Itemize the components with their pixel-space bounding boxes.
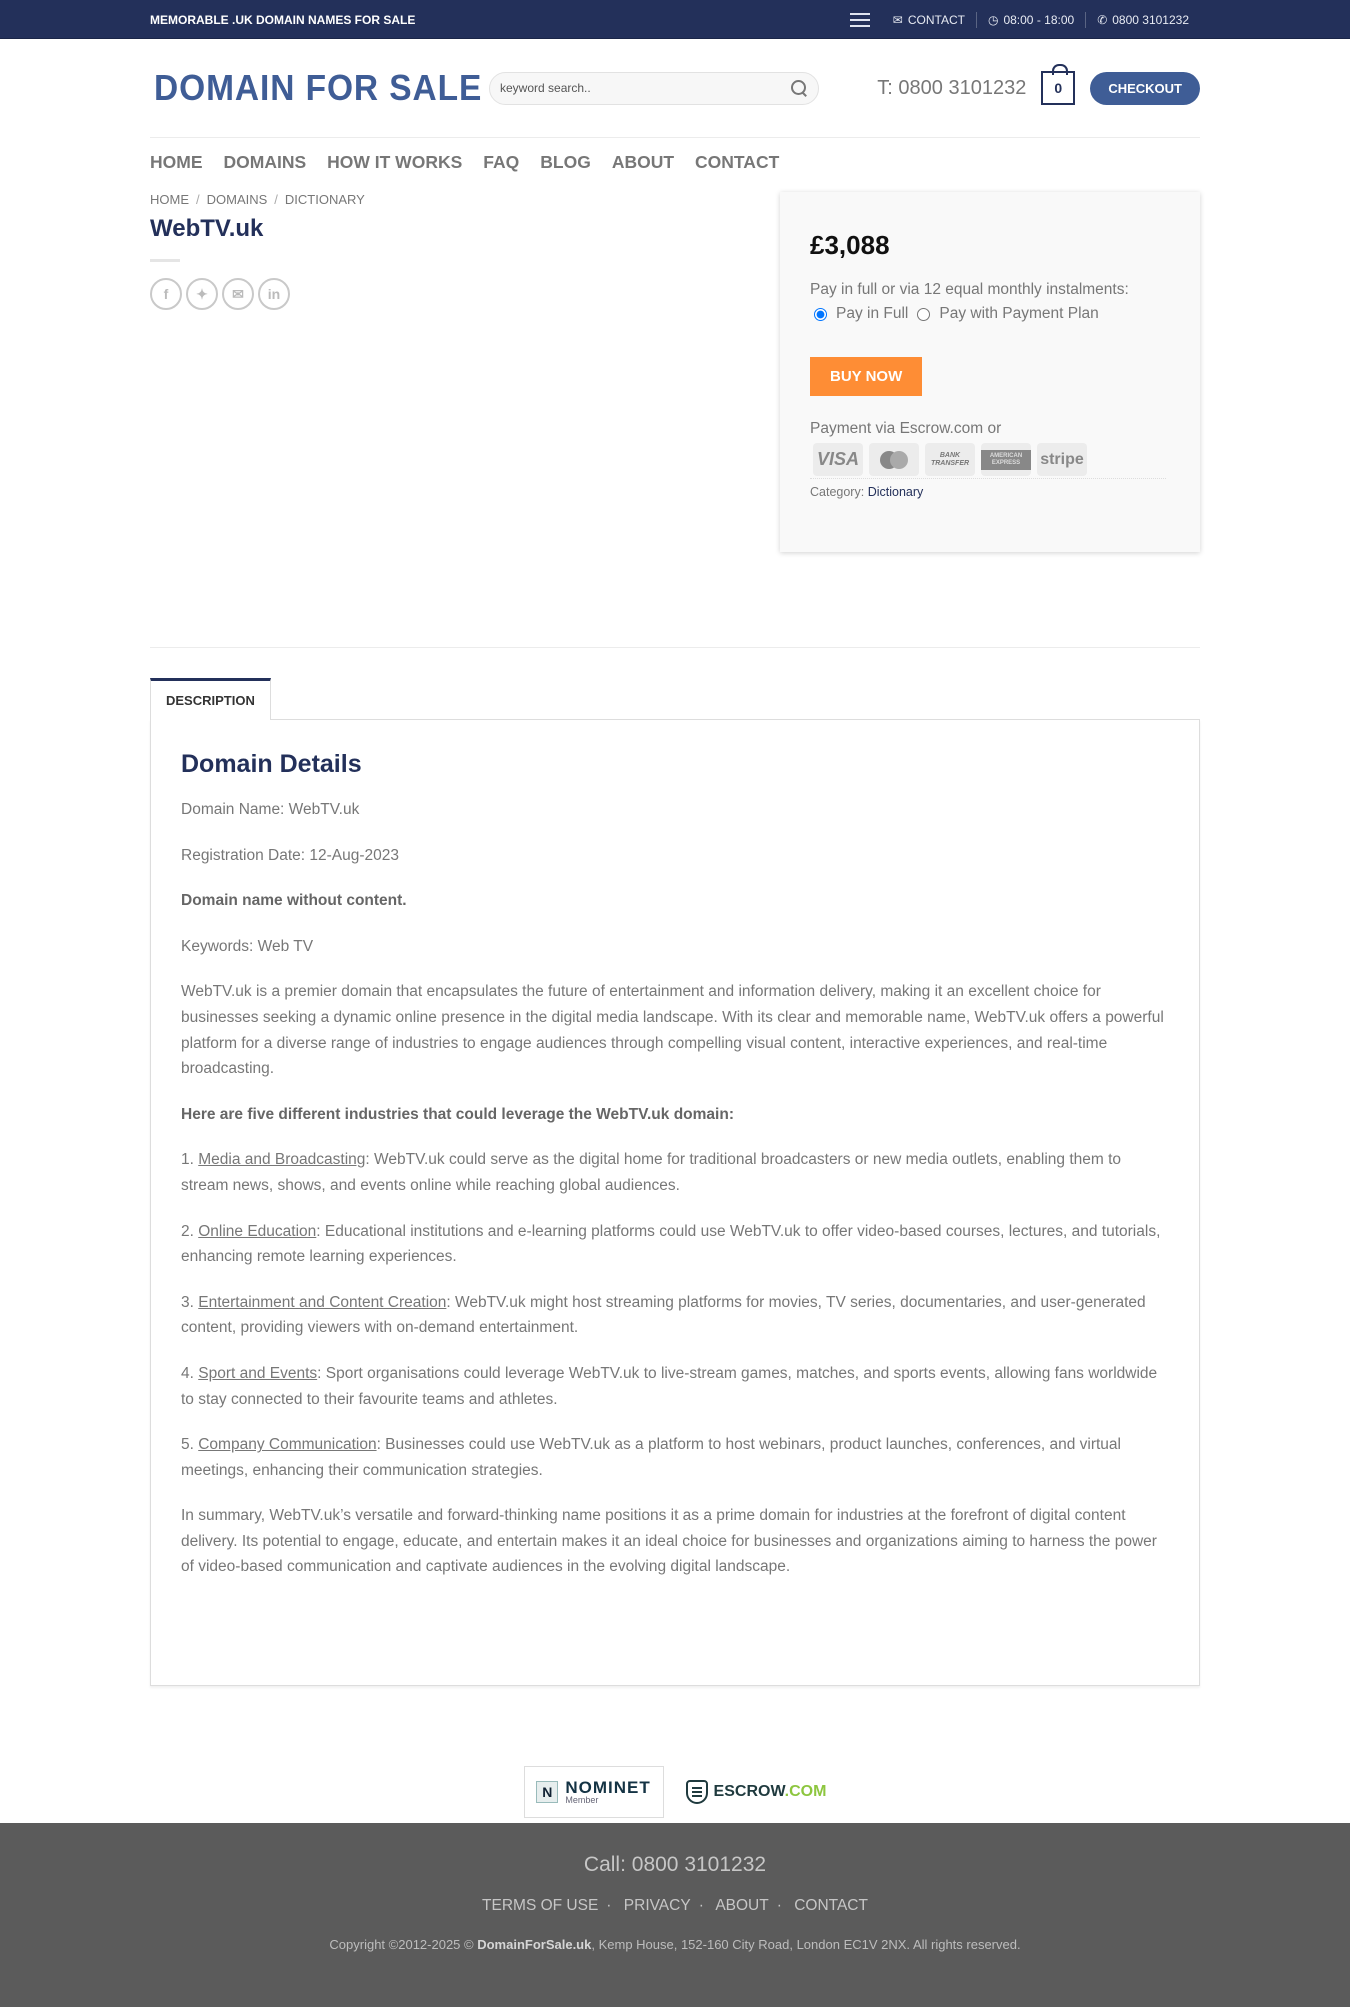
email-icon[interactable]: ✉ bbox=[222, 278, 254, 310]
partner-logos bbox=[150, 1766, 1200, 1818]
payment-plan-option[interactable] bbox=[913, 305, 1098, 323]
payment-options-text: Pay in full or via 12 equal monthly instalments: bbox=[810, 281, 1129, 298]
product-section bbox=[150, 192, 1200, 1818]
domain-name-line: Domain Name: WebTV.uk bbox=[181, 801, 360, 818]
industry-item: 4. Sport and Events: Sport organisations could leverage WebTV.uk to live-stream games, matches, and sports events, allowing fans worldwide to stay connected to their favourite teams and athletes. bbox=[181, 1364, 1158, 1408]
registration-date-line: Registration Date: 12-Aug-2023 bbox=[181, 846, 399, 864]
copyright: Copyright ©2012-2025 © DomainForSale.uk, Kemp House, 152-160 City Road, London EC1V 2NX. All rights reserved. bbox=[329, 1937, 1021, 1952]
footer-privacy-link[interactable]: PRIVACY bbox=[623, 1897, 691, 1914]
pay-in-full-radio[interactable] bbox=[814, 308, 827, 321]
visa-icon: VISA bbox=[813, 443, 863, 476]
product-title: WebTV.uk bbox=[150, 215, 264, 242]
industry-item: 1. Media and Broadcasting: WebTV.uk could serve as the digital home for traditional broadcasters or new media outlets, enabling them to stream news, shows, and events online while reaching global audiences. bbox=[181, 1151, 1122, 1194]
nominet-name: NOMINET bbox=[565, 1777, 651, 1797]
top-contact-label: CONTACT bbox=[907, 12, 965, 27]
hours-text: 08:00 - 18:00 bbox=[1003, 12, 1075, 27]
payment-methods bbox=[810, 443, 1166, 479]
search-input[interactable] bbox=[500, 81, 790, 95]
nav-faq[interactable]: FAQ bbox=[483, 152, 520, 172]
tab-description[interactable]: DESCRIPTION bbox=[150, 678, 271, 720]
category-label: Category: bbox=[810, 485, 865, 499]
search-box bbox=[489, 72, 819, 105]
opening-hours bbox=[977, 13, 1085, 27]
header-phone: T: 0800 3101232 bbox=[877, 76, 1027, 99]
search-icon[interactable] bbox=[790, 79, 808, 97]
no-content-note: Domain name without content. bbox=[181, 892, 407, 910]
industry-item: 2. Online Education: Educational institutions and e-learning platforms could use WebTV.uk to offer video-based courses, lectures, and tutorials, enhancing remote learning experiences. bbox=[181, 1222, 1161, 1266]
tagline: MEMORABLE .UK DOMAIN NAMES FOR SALE bbox=[150, 12, 416, 27]
amex-icon: AMERICAN EXPRESS bbox=[981, 443, 1031, 476]
category bbox=[810, 485, 1170, 499]
top-phone-link[interactable] bbox=[1086, 13, 1200, 27]
checkout-button[interactable]: CHECKOUT bbox=[1090, 72, 1200, 105]
breadcrumb-home[interactable]: HOME bbox=[150, 192, 189, 207]
nominet-member-logo[interactable] bbox=[524, 1766, 664, 1818]
nav-domains[interactable]: DOMAINS bbox=[223, 152, 307, 172]
footer-links: TERMS OF USE · PRIVACY · ABOUT · CONTACT bbox=[482, 1897, 868, 1914]
linkedin-icon[interactable]: in bbox=[258, 278, 290, 310]
product-tabs bbox=[150, 678, 1200, 720]
industry-item: 3. Entertainment and Content Creation: WebTV.uk might host streaming platforms for movies, TV series, documentaries, and user-generated content, providing viewers with on-demand entertainment. bbox=[181, 1293, 1146, 1337]
payment-plan-label: Pay with Payment Plan bbox=[939, 305, 1099, 322]
title-divider bbox=[150, 259, 180, 262]
price: £3,088 bbox=[810, 230, 890, 260]
twitter-icon[interactable]: ✦ bbox=[186, 278, 218, 310]
facebook-icon[interactable]: f bbox=[150, 278, 182, 310]
menu-icon[interactable] bbox=[850, 13, 870, 27]
envelope-icon: ✉ bbox=[892, 12, 903, 27]
nav-home[interactable]: HOME bbox=[150, 152, 203, 172]
cart-icon[interactable] bbox=[1041, 71, 1075, 105]
cart-count: 0 bbox=[1054, 80, 1063, 96]
mastercard-icon bbox=[869, 443, 919, 476]
industry-item: 5. Company Communication: Businesses could use WebTV.uk as a platform to host webinars, product launches, conferences, and virtual meetings, enhancing their communication strategies. bbox=[181, 1436, 1121, 1479]
footer bbox=[0, 1823, 1350, 2007]
footer-contact-link[interactable]: CONTACT bbox=[794, 1897, 868, 1914]
breadcrumb-separator: / bbox=[274, 192, 278, 207]
domain-details-heading: Domain Details bbox=[181, 750, 362, 778]
summary-paragraph: In summary, WebTV.uk’s versatile and forward-thinking name positions it as a prime domain for industries at the forefront of digital content delivery. Its potential to engage, educate, and entertain makes it an ideal choice for businesses and organizations aiming to harness the power of video-based communication and captivate audiences in the evolving digital landscape. bbox=[181, 1507, 1157, 1576]
shield-icon bbox=[686, 1780, 708, 1804]
escrow-tld: .COM bbox=[784, 1783, 827, 1800]
escrow-payment-text: Payment via Escrow.com or bbox=[810, 420, 1002, 437]
escrow-logo[interactable] bbox=[686, 1780, 827, 1804]
nav-contact[interactable]: CONTACT bbox=[695, 152, 780, 172]
footer-terms-link[interactable]: TERMS OF USE bbox=[482, 1897, 599, 1914]
clock-icon: ◷ bbox=[987, 12, 999, 27]
site-logo[interactable]: DOMAIN FOR SALE bbox=[154, 67, 483, 108]
description-panel bbox=[150, 719, 1200, 1686]
payment-plan-radio[interactable] bbox=[917, 308, 930, 321]
nav-blog[interactable]: BLOG bbox=[540, 152, 591, 172]
nominet-sub: Member bbox=[565, 1794, 599, 1805]
footer-call: Call: 0800 3101232 bbox=[583, 1853, 767, 1876]
share-icons bbox=[150, 278, 750, 310]
industries-heading: Here are five different industries that could leverage the WebTV.uk domain: bbox=[181, 1105, 734, 1123]
nominet-icon: N bbox=[536, 1781, 558, 1803]
top-contact-link[interactable] bbox=[882, 13, 976, 27]
section-divider bbox=[150, 647, 1200, 648]
buy-box bbox=[780, 192, 1200, 552]
escrow-name: ESCROW bbox=[713, 1783, 785, 1800]
top-phone-text: 0800 3101232 bbox=[1112, 12, 1189, 27]
keywords-line: Keywords: Web TV bbox=[181, 937, 314, 955]
breadcrumb-dictionary[interactable]: DICTIONARY bbox=[284, 192, 365, 207]
category-link[interactable]: Dictionary bbox=[867, 485, 924, 499]
footer-about-link[interactable]: ABOUT bbox=[715, 1897, 769, 1914]
breadcrumb-domains[interactable]: DOMAINS bbox=[206, 192, 268, 207]
stripe-icon: stripe bbox=[1037, 443, 1087, 476]
main-nav bbox=[0, 138, 1350, 187]
breadcrumb-separator: / bbox=[196, 192, 200, 207]
nav-how-it-works[interactable]: HOW IT WORKS bbox=[327, 152, 463, 172]
copyright-brand-link[interactable]: DomainForSale.uk bbox=[477, 1937, 592, 1952]
breadcrumb bbox=[150, 192, 750, 207]
bank-transfer-icon: BANK TRANSFER bbox=[925, 443, 975, 476]
pay-in-full-label: Pay in Full bbox=[836, 305, 909, 322]
buy-now-button[interactable]: BUY NOW bbox=[810, 357, 922, 396]
pay-in-full-option[interactable] bbox=[810, 305, 908, 323]
top-bar bbox=[0, 0, 1350, 39]
payment-options bbox=[810, 305, 1170, 323]
intro-paragraph: WebTV.uk is a premier domain that encapsulates the future of entertainment and information delivery, making it an excellent choice for businesses seeking a dynamic online presence in the digital media landscape. With its clear and memorable name, WebTV.uk offers a powerful platform for a diverse range of industries to engage audiences through compelling visual content, interactive experiences, and real-time broadcasting. bbox=[181, 983, 1164, 1078]
phone-icon: ✆ bbox=[1097, 12, 1108, 27]
nav-about[interactable]: ABOUT bbox=[611, 152, 675, 172]
header bbox=[0, 39, 1350, 138]
